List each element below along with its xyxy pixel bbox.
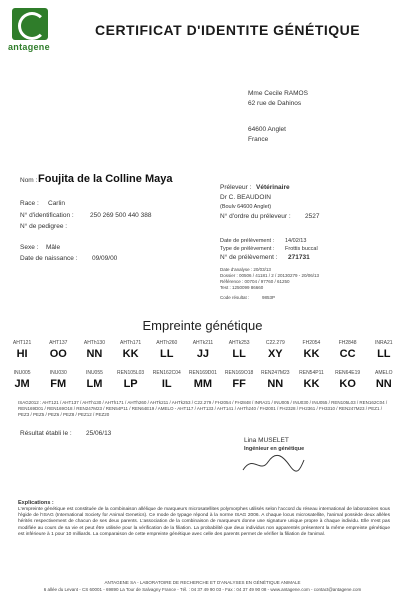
owner-street: 62 rue de Dahinos: [248, 100, 302, 107]
marker-value: FM: [50, 378, 67, 390]
vet-address: (Boulv 64600 Anglet): [220, 204, 272, 210]
marker-row-1: [4, 340, 402, 360]
sample-ref-1: Dossier : 00506 / 41181 / 2 / 20130279 - 20/06/13: [220, 273, 319, 278]
marker-cell: [6, 340, 38, 360]
marker-cell: [259, 370, 291, 390]
sample-ref-2: Référence : 00704 / 97760 / 61250: [220, 279, 290, 284]
race-label: Race :: [20, 200, 39, 207]
marker-cell: [42, 370, 74, 390]
sample-num-label: N° de prélèvement :: [220, 254, 278, 261]
marker-label: C22.279: [265, 340, 285, 346]
marker-value: CC: [339, 348, 356, 360]
sexe-label: Sexe :: [20, 244, 39, 251]
marker-cell: [78, 370, 110, 390]
signatory-name: Lina MUSELET: [244, 437, 289, 444]
marker-value: KO: [339, 378, 356, 390]
marker-value: IL: [161, 378, 172, 390]
result-label: Résultat établi le :: [20, 430, 72, 437]
marker-value: OO: [49, 348, 67, 360]
marker-label: REN169O18: [224, 370, 254, 376]
sample-type-label: Type de prélèvement :: [220, 246, 275, 252]
preleveur-value: Vétérinaire: [256, 184, 290, 191]
code-label: Code résultat :: [220, 295, 250, 300]
ordre-label: N° d'ordre du préleveur :: [220, 213, 291, 220]
sample-ref-0: Date d'analyse : 20/03/13: [220, 267, 271, 272]
owner-city: 64600 Anglet: [248, 126, 286, 133]
marker-label: INRA21: [375, 340, 393, 346]
animal-name: Foujita de la Colline Maya: [38, 173, 173, 185]
marker-cell: [295, 370, 327, 390]
marker-label: AHTh260: [156, 340, 178, 346]
race-value: Carlin: [48, 200, 65, 207]
marker-label: REN247M23: [260, 370, 290, 376]
marker-value: LL: [377, 348, 391, 360]
marker-value: HI: [16, 348, 28, 360]
marker-label: AHTk211: [192, 340, 214, 346]
owner-name: Mme Cecile RAMOS: [248, 90, 308, 97]
marker-cell: [78, 340, 110, 360]
page-title: CERTIFICAT D'IDENTITE GÉNÉTIQUE: [95, 22, 361, 38]
signature-scribble: [238, 452, 308, 476]
marker-value: LL: [160, 348, 174, 360]
preleveur-label: Préleveur :: [220, 184, 252, 191]
marker-list: ISAG2012 : AHT121 / AHT137 / AHTh130 / AHTh171 / AHTh260 / AHTk211 / AHTk253 / C22.279 / FH2054 / FH2848 / INRA21 / INU005 / INU030 / INU055 / REN105L03 / REN162C04 / REN169D01 / REN169O18 / REN247M23 / REN54P11 / REN64E19 / AMELO - AHT117 / AHT133 / AHT141 / AHTh240 / FH2001 / FH2328 / FH2361 / FH3310 / REN247M23 / PEZ1 / PEZ3 / PEZ5 / PEZ6 / PEZ8 / PEZ12 / PEZ20: [18, 400, 388, 417]
marker-label: REN105L03: [116, 370, 145, 376]
sample-num-value: 271731: [288, 254, 310, 261]
marker-value: LP: [123, 378, 138, 390]
ident-value: 250 269 500 440 388: [90, 212, 152, 219]
marker-label: REN162C04: [152, 370, 181, 376]
marker-label: REN169D01: [188, 370, 217, 376]
marker-cell: [187, 340, 219, 360]
marker-cell: [115, 370, 147, 390]
marker-value: NN: [375, 378, 392, 390]
marker-value: XY: [267, 348, 283, 360]
marker-cell: [259, 340, 291, 360]
logo-swirl-icon: [18, 12, 46, 40]
nom-label: Nom :: [20, 177, 38, 184]
code-value: 9853P: [262, 295, 276, 300]
sample-date-label: Date de prélèvement :: [220, 238, 275, 244]
marker-value: FF: [232, 378, 246, 390]
marker-label: REN54P11: [299, 370, 324, 376]
marker-cell: [332, 370, 364, 390]
explication-title: Explications :: [18, 500, 54, 506]
marker-value: KK: [122, 348, 139, 360]
explication-text: L'empreinte génétique est constituée de la combinaison allélique de marqueurs microsatellites polymorphes utilisés selon l'accord du réseau international de laboratoires sous l'égide de l'ISAG (International Society for Animal Genetics). Ce mode de typage répond à la norme ISAG 2006. A chaque locus microsatellite, l'animal possède deux allèles hérités respectivement de chacun de ses deux parents. L'association de la combinaison de marqueurs donne une signature unique propre à chaque individu. Elle n'est pas modifiée au cours de sa vie et peut être utilisée pour la vérification de la filiation. La probabilité que deux individus non apparentés présentent la même empreinte génétique est inférieure à 1 pour 10 milliards. La comparaison de cette empreinte génétique avec celle des parents permet de vérifier la filiation de l'animal.: [18, 507, 390, 537]
marker-cell: [187, 370, 219, 390]
marker-value: NN: [86, 348, 103, 360]
marker-value: JJ: [196, 348, 210, 360]
marker-label: AHT137: [49, 340, 68, 346]
dob-value: 09/09/00: [92, 255, 118, 262]
marker-label: AHTh130: [83, 340, 105, 346]
logo-text: antagene: [8, 42, 50, 52]
marker-cell: [368, 340, 400, 360]
marker-value: JM: [14, 378, 30, 390]
ident-label: N° d'identification :: [20, 212, 74, 219]
sample-date-value: 14/02/13: [285, 238, 307, 244]
empreinte-title: Empreinte génétique: [142, 318, 263, 333]
marker-cell: [368, 370, 400, 390]
marker-cell: [6, 370, 38, 390]
dob-label: Date de naissance :: [20, 255, 78, 262]
marker-cell: [151, 340, 183, 360]
marker-value: KK: [303, 378, 320, 390]
marker-label: REN64E19: [335, 370, 361, 376]
footer-line-1: ANTAGENE SA - LABORATOIRE DE RECHERCHE ET D'ANALYSES EN GÉNÉTIQUE ANIMALE: [104, 580, 301, 585]
marker-label: INU055: [85, 370, 103, 376]
marker-value: MM: [193, 378, 213, 390]
marker-label: AHTh171: [120, 340, 142, 346]
footer-line-2: 6 allée du Levant - CS 60001 - 69890 La Tour de Salvagny France - Tél. : 04 37 49 90 03 - Fax : 04 37 49 90 08 - www.antagene.com - contact@antagene.com: [43, 587, 362, 592]
marker-label: AHT121: [12, 340, 32, 346]
signatory-role: Ingénieur en génétique: [244, 446, 305, 452]
marker-label: INU030: [49, 370, 67, 376]
marker-cell: [332, 340, 364, 360]
sample-type-value: Frottis buccal: [285, 246, 318, 252]
marker-cell: [151, 370, 183, 390]
marker-label: AHTk253: [228, 340, 250, 346]
marker-cell: [223, 340, 255, 360]
marker-label: INU005: [13, 370, 31, 376]
marker-cell: [295, 340, 327, 360]
pedigree-label: N° de pedigree :: [20, 223, 68, 230]
marker-label: FH2054: [302, 340, 321, 346]
ordre-value: 2527: [305, 213, 320, 220]
marker-value: LM: [86, 378, 103, 390]
marker-row-2: [4, 370, 402, 390]
marker-label: FH2848: [338, 340, 357, 346]
sexe-value: Mâle: [46, 244, 61, 251]
vet-name: Dr C. BEAUDOIN: [220, 194, 271, 201]
marker-value: LL: [232, 348, 246, 360]
marker-value: KK: [303, 348, 320, 360]
owner-country: France: [248, 136, 269, 143]
result-value: 25/06/13: [86, 430, 112, 437]
marker-cell: [42, 340, 74, 360]
marker-label: AMELO: [375, 370, 393, 376]
marker-cell: [115, 340, 147, 360]
sample-ref-3: Test : 1250099 86660: [220, 285, 264, 290]
marker-value: NN: [267, 378, 284, 390]
marker-cell: [223, 370, 255, 390]
